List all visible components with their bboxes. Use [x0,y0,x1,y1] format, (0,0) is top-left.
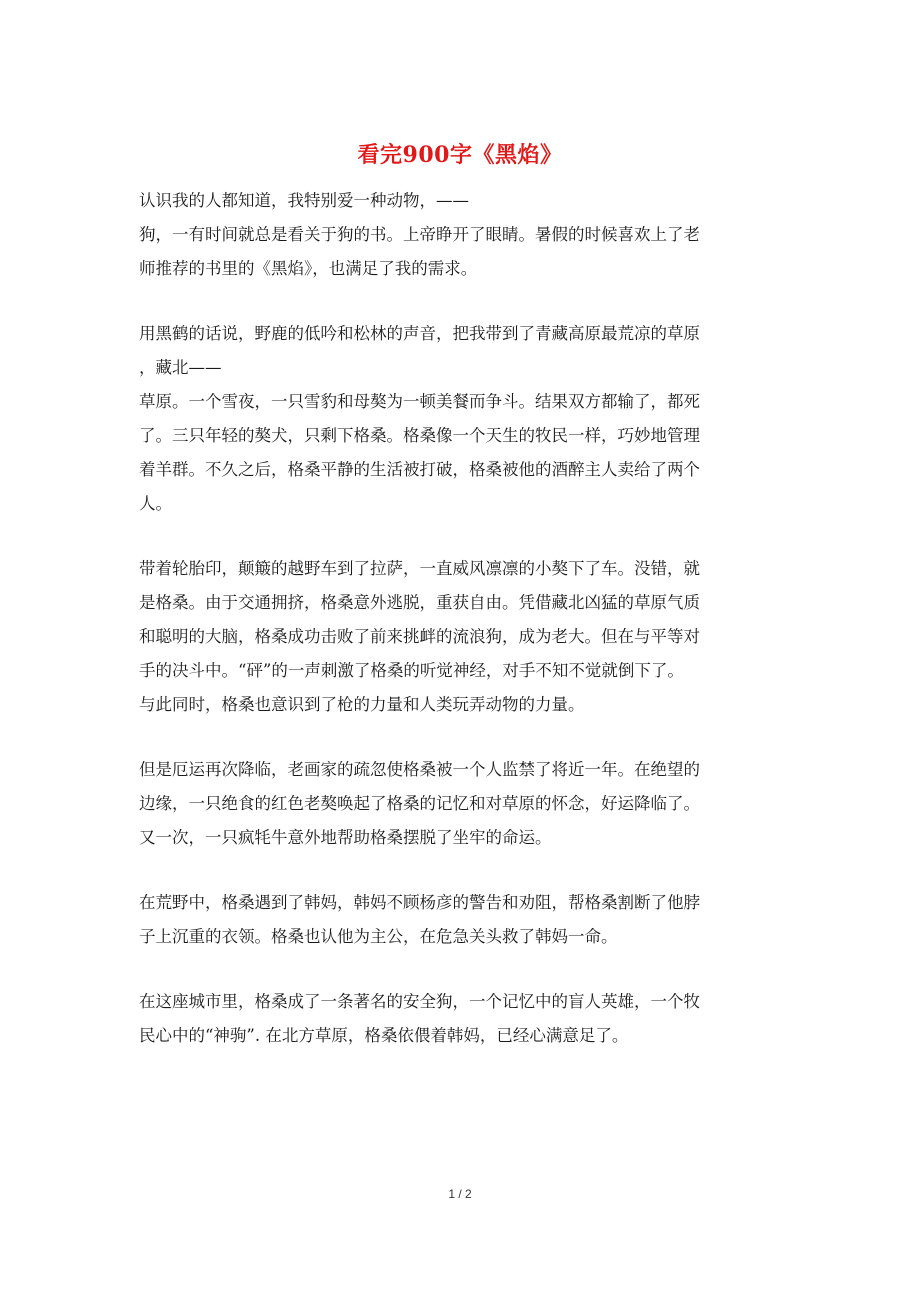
paragraph-spacer [139,722,779,753]
paragraph-spacer [139,855,779,886]
paragraph [139,753,779,855]
paragraph [139,317,779,521]
text-line: 民心中的“神驹”. 在北方草原，格桑依偎着韩妈，已经心满意足了。 [139,1026,629,1045]
document-body [139,184,779,1053]
text-line: 但是厄运再次降临，老画家的疏忽使格桑被一个人监禁了将近一年。在绝望的 [139,760,700,779]
document-title: 看完900字《黑焰》 [357,142,563,168]
text-line: 狗，一有时间就总是看关于狗的书。上帝睁开了眼睛。暑假的时候喜欢上了老 [139,225,700,244]
text-line: 草原。一个雪夜，一只雪豹和母獒为一顿美餐而争斗。结果双方都输了，都死 [139,392,700,411]
text-line: 了。三只年轻的獒犬，只剩下格桑。格桑像一个天生的牧民一样，巧妙地管理 [139,426,700,445]
text-line: 人。 [139,494,172,513]
paragraph-spacer [139,954,779,985]
text-line: 手的决斗中。“砰”的一声刺激了格桑的听觉神经，对手不知不觉就倒下了。 [139,661,684,680]
text-line: 在荒野中，格桑遇到了韩妈，韩妈不顾杨彦的警告和劝阻，帮格桑割断了他脖 [139,893,700,912]
paragraph-spacer [139,521,779,552]
text-line: 师推荐的书里的《黑焰》，也满足了我的需求。 [139,259,478,278]
paragraph [139,552,779,722]
paragraph-spacer [139,286,779,317]
paragraph [139,184,779,286]
text-line: 和聪明的大脑，格桑成功击败了前来挑衅的流浪狗，成为老大。但在与平等对 [139,627,700,646]
text-line: 认识我的人都知道，我特别爱一种动物，—— [139,191,469,210]
text-line: 边缘，一只绝食的红色老獒唤起了格桑的记忆和对草原的怀念，好运降临了。 [139,794,700,813]
text-line: 带着轮胎印，颠簸的越野车到了拉萨，一直威风凛凛的小獒下了车。没错，就 [139,559,700,578]
text-line: 着羊群。不久之后，格桑平静的生活被打破，格桑被他的酒醉主人卖给了两个 [139,460,700,479]
text-line: 又一次，一只疯牦牛意外地帮助格桑摆脱了坐牢的命运。 [139,828,552,847]
text-line: ，藏北—— [139,358,222,377]
text-line: 用黑鹤的话说，野鹿的低吟和松林的声音，把我带到了青藏高原最荒凉的草原 [139,324,700,343]
paragraph [139,985,779,1053]
text-line: 是格桑。由于交通拥挤，格桑意外逃脱，重获自由。凭借藏北凶猛的草原气质 [139,593,700,612]
text-line: 与此同时，格桑也意识到了枪的力量和人类玩弄动物的力量。 [139,695,585,714]
paragraph [139,886,779,954]
text-line: 在这座城市里，格桑成了一条著名的安全狗，一个记忆中的盲人英雄，一个牧 [139,992,700,1011]
text-line: 子上沉重的衣领。格桑也认他为主公，在危急关头救了韩妈一命。 [139,927,618,946]
page-number: 1 / 2 [448,1187,472,1201]
